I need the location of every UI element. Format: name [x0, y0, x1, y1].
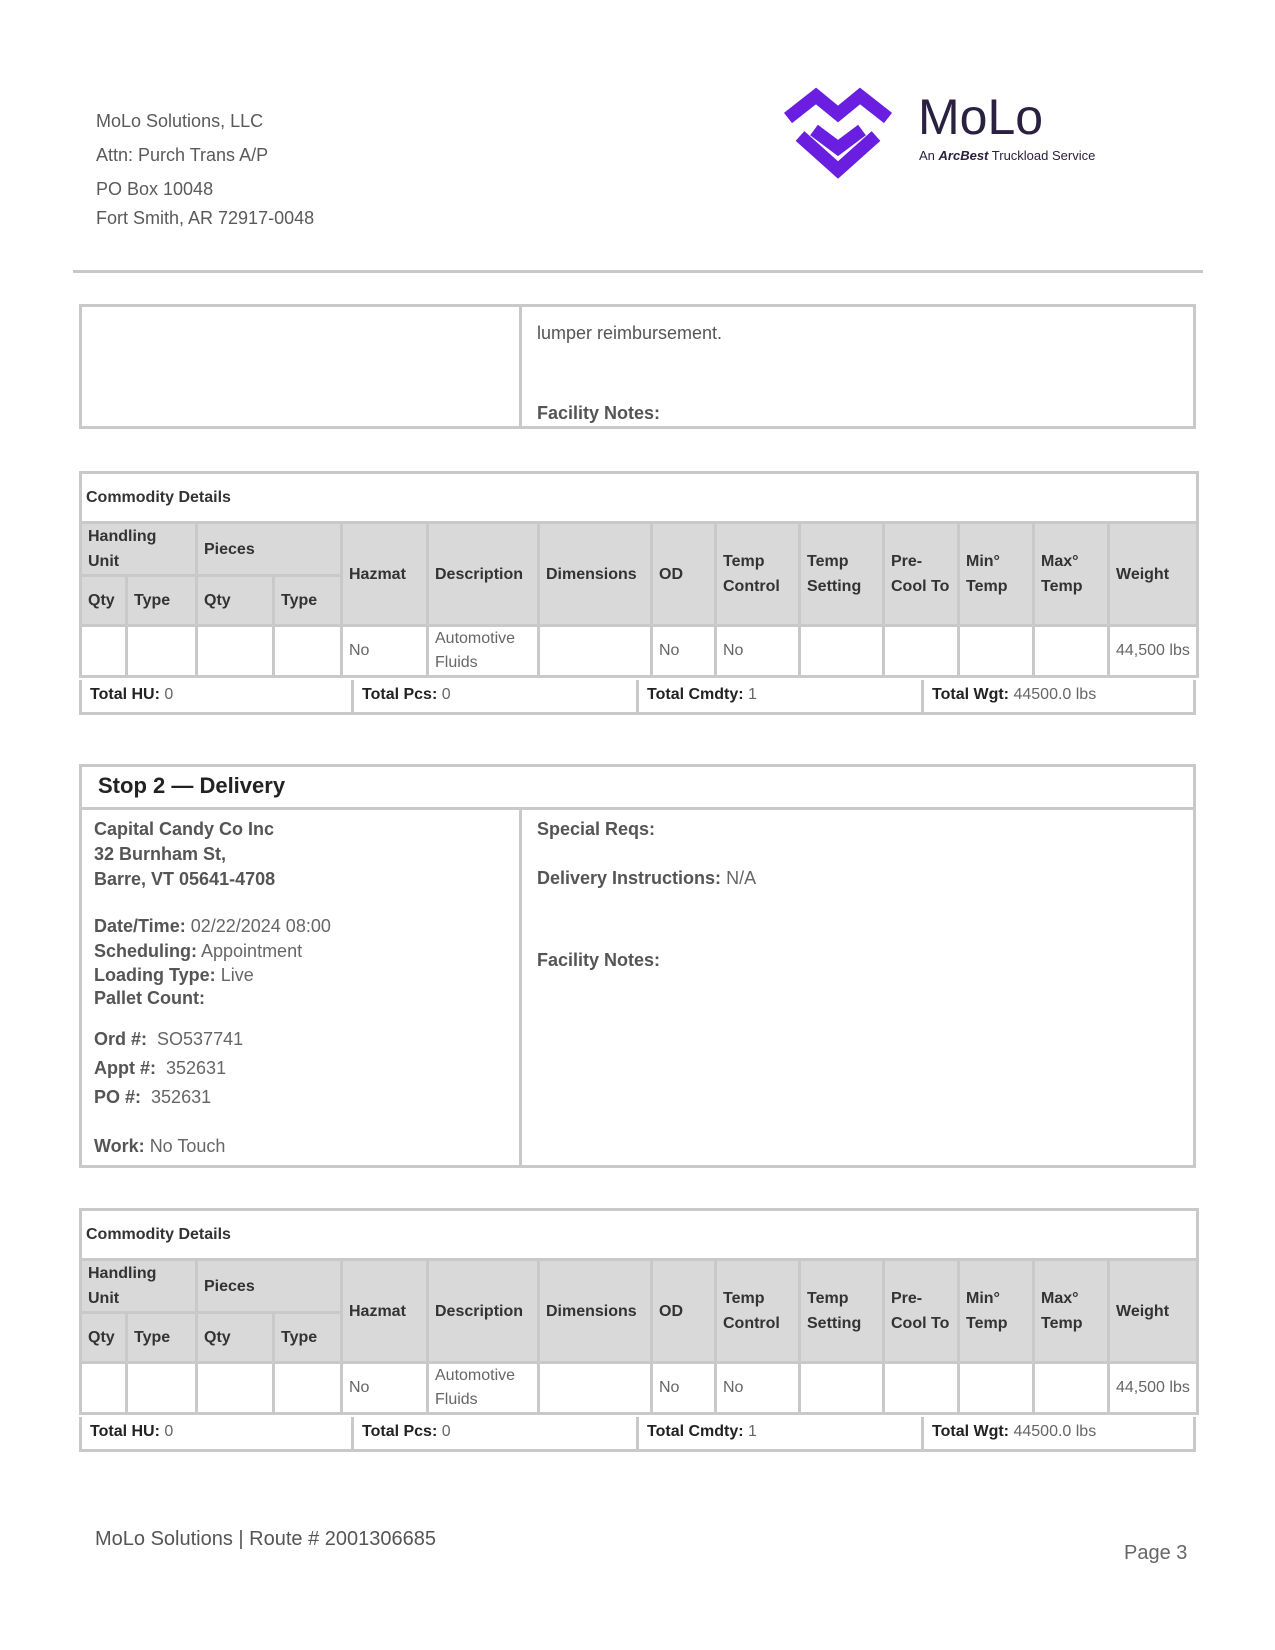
company-address — [96, 104, 314, 230]
header-divider — [73, 270, 1203, 273]
cell-od: No — [652, 1363, 716, 1414]
cell-temp-control: No — [716, 1363, 800, 1414]
loading-type: Live — [220, 965, 254, 985]
po-number: 352631 — [151, 1087, 212, 1107]
col-pc-qty: Qty — [197, 576, 274, 626]
notes-divider — [519, 307, 522, 426]
cell-description: Automotive Fluids — [428, 626, 539, 677]
work: No Touch — [149, 1136, 226, 1156]
notes-text: lumper reimbursement. — [537, 323, 723, 343]
company-name: Capital Candy Co Inc — [94, 819, 275, 839]
table-row — [81, 1363, 1198, 1414]
totals-row-1: Total HU: 0 Total Pcs: 0 Total Cmdty: 1 Total Wgt: 44500.0 lbs — [79, 680, 1196, 715]
address-line-4: Fort Smith, AR 72917-0048 — [96, 208, 315, 228]
address-line-2: Attn: Purch Trans A/P — [96, 145, 269, 165]
svg-text:An ArcBest Trucklo: An ArcBest Truckload Service — [919, 148, 1096, 163]
cell-weight: 44,500 lbs — [1109, 1363, 1198, 1414]
appt-number: 352631 — [166, 1058, 227, 1078]
col-hu-qty: Qty — [81, 576, 127, 626]
address-line-3: PO Box 10048 — [96, 179, 214, 199]
col-weight: Weight — [1109, 523, 1198, 626]
col-od: OD — [652, 523, 716, 626]
commodity-table-1 — [79, 471, 1199, 678]
scheduling: Appointment — [201, 941, 303, 961]
stop-2-delivery — [79, 764, 1196, 1168]
stop-location: Capital Candy Co Inc 32 Burnham St, Barre, VT 05641-4708 Date/Time: 02/22/2024 08:00 Scheduling: Appointment Loading Type: Live Pallet Count: Ord #: SO537741 Appt #: 352631 PO #: 352631 Work: No Touch — [94, 819, 331, 1156]
col-max-temp: Max° Temp — [1034, 523, 1109, 626]
col-pre-cool-to: Pre-Cool To — [884, 523, 959, 626]
stop1-notes-box — [79, 304, 1196, 429]
col-temp-control: Temp Control — [716, 523, 800, 626]
col-temp-setting: Temp Setting — [800, 523, 884, 626]
address-line-1: MoLo Solutions, LLC — [96, 111, 264, 131]
page-number: Page 3 — [1124, 1542, 1188, 1564]
col-pieces: Pieces — [197, 523, 342, 576]
total-cmdty: 1 — [748, 1423, 757, 1440]
stop-instructions: Special Reqs: Delivery Instructions: N/A Facility Notes: — [537, 817, 756, 973]
total-hu: 0 — [164, 686, 174, 703]
totals-row-2: Total HU: 0 Total Pcs: 0 Total Cmdty: 1 Total Wgt: 44500.0 lbs — [79, 1417, 1196, 1452]
total-cmdty: 1 — [748, 686, 757, 703]
pallet-count-label: Pallet Count: — [94, 988, 205, 1008]
total-hu: 0 — [164, 1423, 174, 1440]
stop-divider — [519, 807, 522, 1165]
datetime: 02/22/2024 08:00 — [190, 916, 331, 936]
total-pcs: 0 — [441, 1423, 451, 1440]
cell-description: Automotive Fluids — [428, 1363, 539, 1414]
cell-weight: 44,500 lbs — [1109, 626, 1198, 677]
stop-title: Stop 2 — Delivery — [82, 767, 1193, 810]
cell-hazmat: No — [342, 626, 428, 677]
street: 32 Burnham St, — [94, 844, 227, 864]
cell-temp-control: No — [716, 626, 800, 677]
city: Barre, VT 05641-4708 — [94, 869, 276, 889]
col-handling-unit: Handling Unit — [81, 523, 197, 576]
cell-hazmat: No — [342, 1363, 428, 1414]
total-pcs: 0 — [441, 686, 451, 703]
logo-brand: MoLo — [918, 89, 1044, 145]
molo-logo — [778, 84, 1178, 184]
col-pc-type: Type — [274, 576, 342, 626]
commodity-table-2: Commodity Details Handling Unit Pieces Hazmat Description Dimensions OD Temp Control Temp Setting Pre-Cool To Min° Temp Max° Temp Weight Qty Type Qty Type No Automotive Fluids No No 44,500 lbs — [79, 1208, 1199, 1415]
col-hazmat: Hazmat — [342, 523, 428, 626]
facility-notes-label: Facility Notes: — [537, 950, 661, 970]
col-hu-type: Type — [127, 576, 197, 626]
footer-route: MoLo Solutions | Route # 2001306685 — [95, 1528, 437, 1550]
facility-notes-label: Facility Notes: — [537, 403, 661, 423]
total-wgt: 44500.0 lbs — [1013, 686, 1097, 703]
delivery-instructions: N/A — [726, 868, 757, 888]
commodity-title: Commodity Details — [81, 473, 1198, 523]
special-reqs-label: Special Reqs: — [537, 819, 656, 839]
col-dimensions: Dimensions — [539, 523, 652, 626]
cell-od: No — [652, 626, 716, 677]
commodity-title: Commodity Details — [81, 1210, 1198, 1260]
col-min-temp: Min° Temp — [959, 523, 1034, 626]
order-number: SO537741 — [157, 1029, 244, 1049]
table-row — [81, 626, 1198, 677]
molo-mark-icon — [778, 84, 1178, 184]
total-wgt: 44500.0 lbs — [1013, 1423, 1097, 1440]
col-description: Description — [428, 523, 539, 626]
